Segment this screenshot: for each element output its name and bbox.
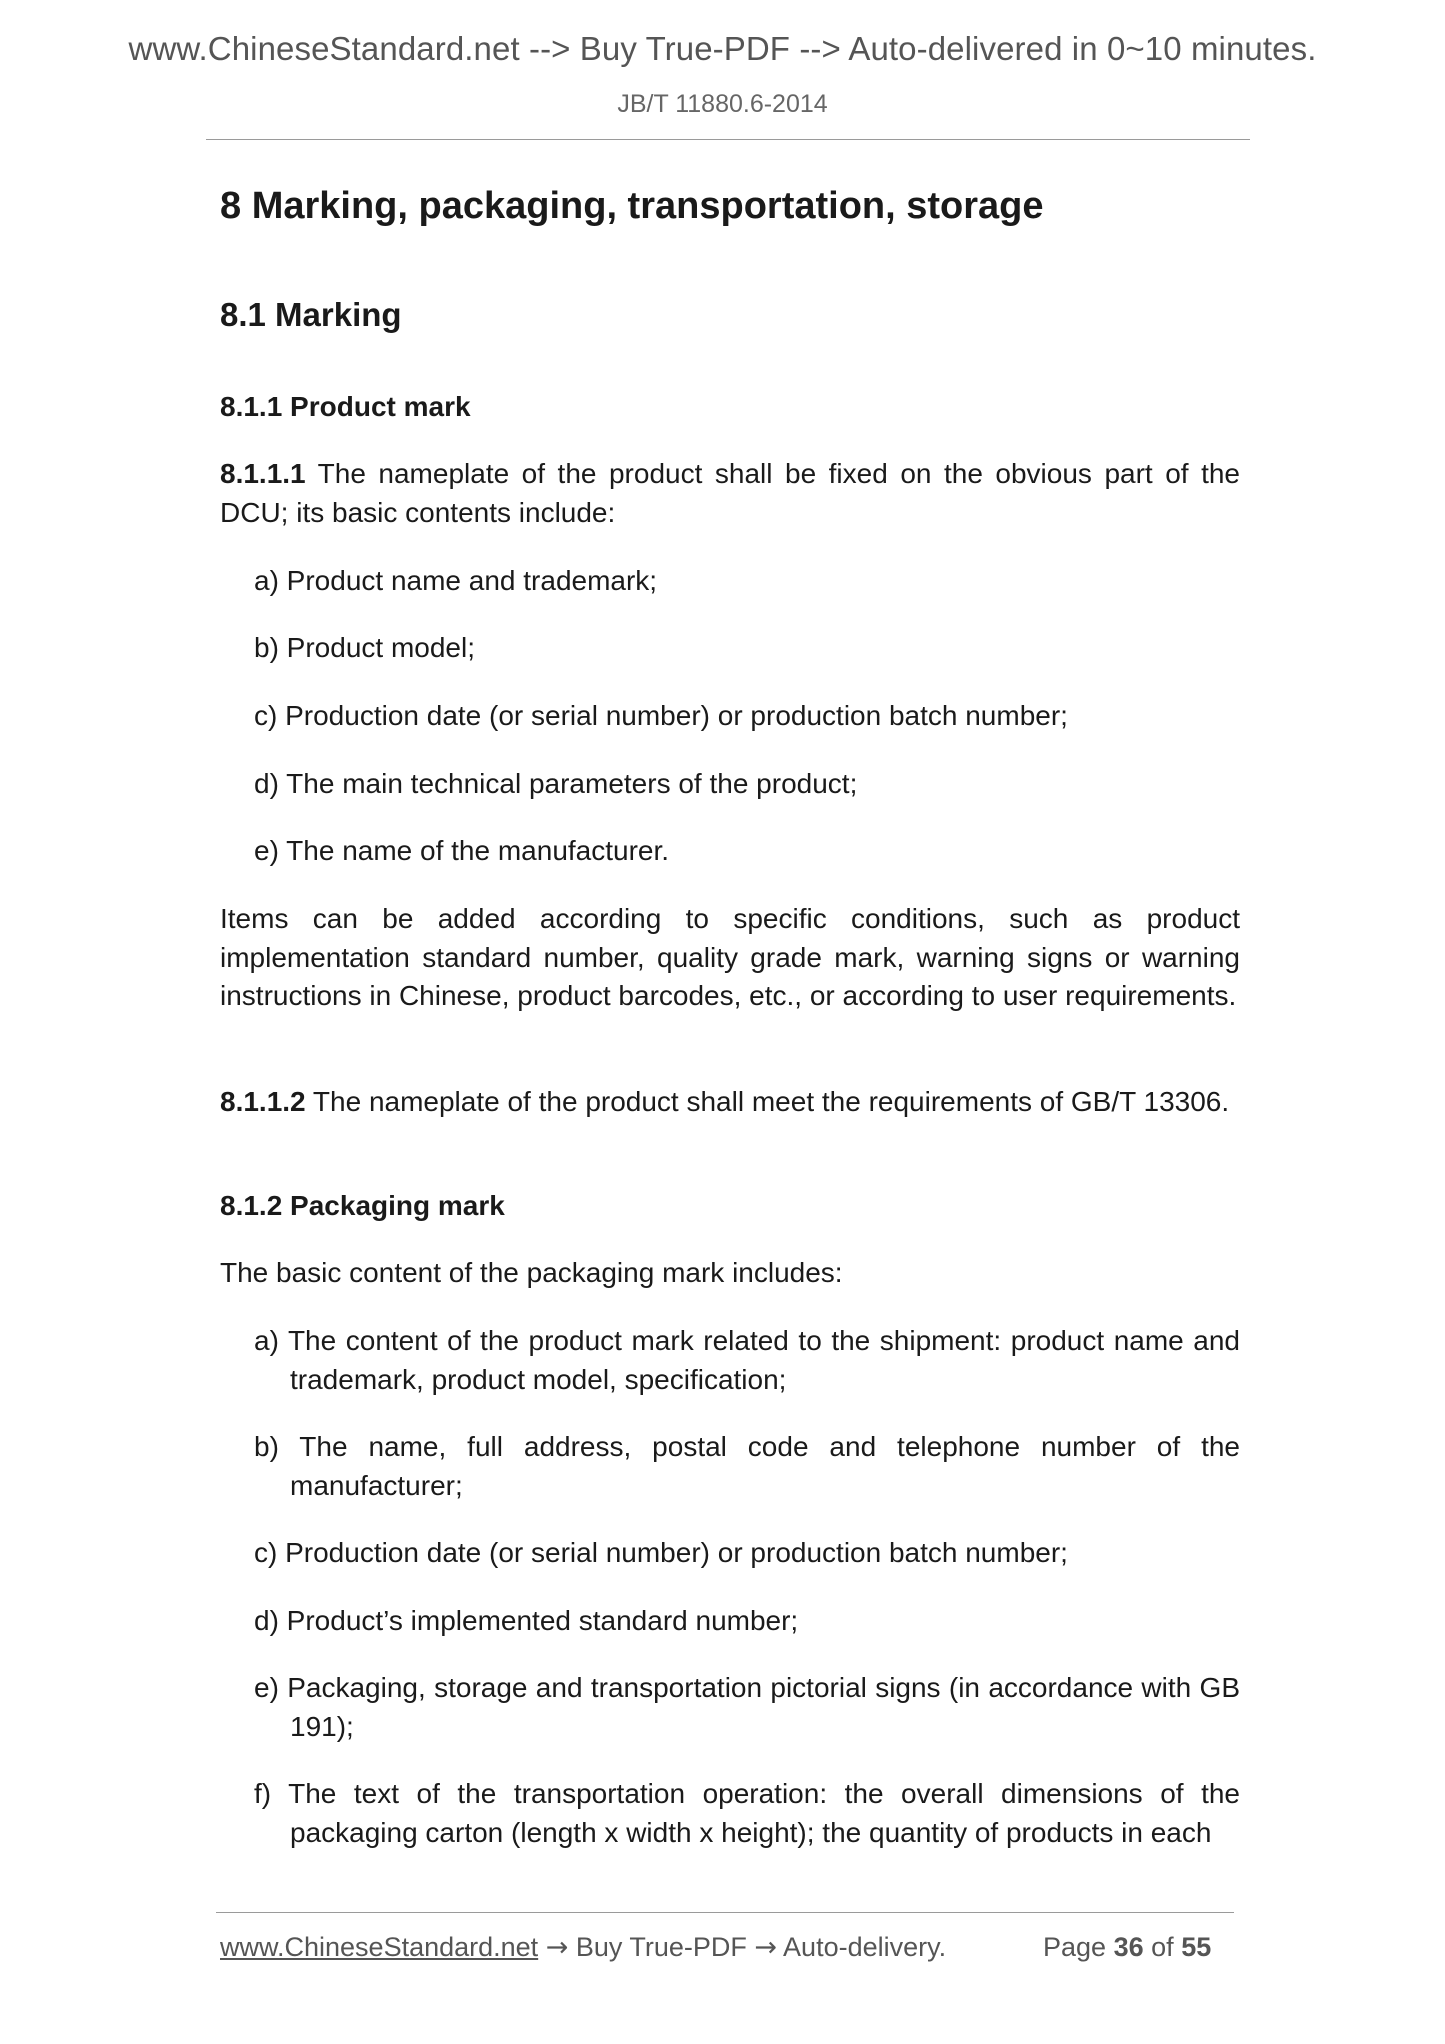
list-item: b) Product model;	[254, 632, 475, 663]
additional-items-note: Items can be added according to specific conditions, such as product implementation standard number, quality grade mark, warning signs or warning instructions in Chinese, product barcodes, etc., or according to user requirements.	[220, 903, 1240, 1011]
subsection-title: 8.1 Marking	[220, 296, 402, 333]
clause-text: The nameplate of the product shall be fixed on the obvious part of the DCU; its basic contents include:	[220, 458, 1240, 528]
page-number: 36	[1113, 1932, 1144, 1962]
list-item: d) The main technical parameters of the product;	[254, 768, 858, 799]
list-item: c) Production date (or serial number) or production batch number;	[254, 700, 1068, 731]
list-item: b) The name, full address, postal code and telephone number of the manufacturer;	[254, 1431, 1240, 1501]
list-item: f) The text of the transportation operation: the overall dimensions of the packaging carton (length x width x height); the quantity of products in each	[254, 1778, 1240, 1848]
packaging-mark-heading: 8.1.2 Packaging mark	[220, 1190, 505, 1221]
footer-links	[220, 1932, 946, 1963]
total-pages: 55	[1181, 1932, 1212, 1962]
list-item: d) Product’s implemented standard number;	[254, 1605, 799, 1636]
clause-8-1-1-1	[220, 455, 1240, 532]
section-title: 8 Marking, packaging, transportation, storage	[220, 185, 1044, 227]
document-code: JB/T 11880.6-2014	[617, 90, 828, 118]
list-item: e) The name of the manufacturer.	[254, 835, 670, 866]
clause-number: 8.1.1.2	[220, 1086, 306, 1117]
clause-number: 8.1.1.1	[220, 458, 306, 489]
site-link[interactable]: www.ChineseStandard.net	[220, 1932, 539, 1962]
page-indicator	[1043, 1932, 1211, 1963]
list-item: a) Product name and trademark;	[254, 565, 658, 596]
arrow-right-icon: →	[754, 1932, 778, 1963]
list-item: c) Production date (or serial number) or production batch number;	[254, 1537, 1068, 1568]
footer-divider	[216, 1912, 1234, 1913]
auto-delivery-text: Auto-delivery.	[783, 1932, 947, 1962]
product-mark-heading: 8.1.1 Product mark	[220, 391, 471, 422]
header-divider	[206, 139, 1250, 140]
buy-pdf-text: Buy True-PDF	[575, 1932, 747, 1962]
top-banner: www.ChineseStandard.net --> Buy True-PDF --> Auto-delivered in 0~10 minutes.	[128, 30, 1317, 67]
list-item: a) The content of the product mark related to the shipment: product name and trademark, product model, specification;	[254, 1325, 1240, 1395]
list-item: e) Packaging, storage and transportation pictorial signs (in accordance with GB 191);	[254, 1672, 1240, 1742]
clause-8-1-1-2	[220, 1083, 1240, 1122]
of-label: of	[1151, 1932, 1174, 1962]
clause-text: The nameplate of the product shall meet the requirements of GB/T 13306.	[305, 1086, 1230, 1117]
packaging-intro: The basic content of the packaging mark includes:	[220, 1257, 843, 1288]
page-label: Page	[1043, 1932, 1107, 1962]
arrow-right-icon: →	[545, 1932, 569, 1963]
